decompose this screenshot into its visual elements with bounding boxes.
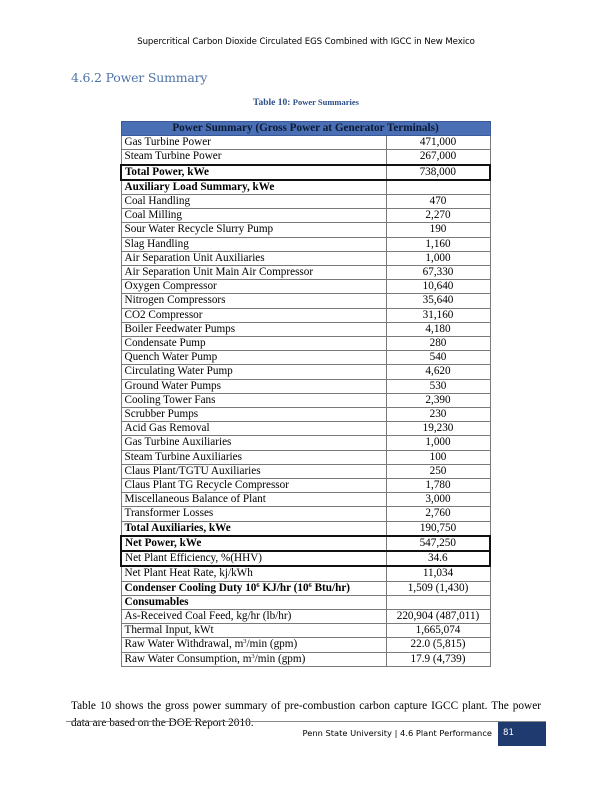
row-label: Coal Handling — [121, 195, 386, 209]
table-row — [121, 136, 490, 150]
label-part: Raw Water Withdrawal, m — [124, 638, 244, 651]
row-label: Scrubber Pumps — [121, 408, 386, 422]
superscript: 6 — [308, 581, 312, 589]
table-row — [121, 479, 490, 493]
row-label: As-Received Coal Feed, kg/hr (lb/hr) — [121, 609, 386, 623]
row-label: Net Power, kWe — [121, 536, 386, 551]
page-number: 81 — [498, 722, 546, 746]
row-value: 230 — [386, 408, 490, 422]
row-value: 190,750 — [386, 521, 490, 536]
row-label: Gas Turbine Auxiliaries — [121, 436, 386, 450]
row-label: Condensate Pump — [121, 337, 386, 351]
body-paragraph: Table 10 shows the gross power summary of pre-combustion carbon capture IGCC plant. The power data are based on the DOE Report 2010. — [71, 700, 541, 730]
row-value: 738,000 — [386, 165, 490, 180]
row-value: 2,760 — [386, 507, 490, 521]
table-row — [121, 237, 490, 251]
row-label: Air Separation Unit Main Air Compressor — [121, 266, 386, 280]
table-row — [121, 422, 490, 436]
row-value: 22.0 (5,815) — [386, 638, 490, 652]
label-part: /min (gpm) — [246, 638, 298, 651]
table-row — [121, 507, 490, 521]
table-row — [121, 280, 490, 294]
row-value: 530 — [386, 379, 490, 393]
table-row-net-power — [121, 536, 490, 551]
row-value: 540 — [386, 351, 490, 365]
row-label: Miscellaneous Balance of Plant — [121, 493, 386, 507]
row-value: 1,780 — [386, 479, 490, 493]
table-header-row — [121, 122, 490, 136]
table-row — [121, 624, 490, 638]
row-label: Consumables — [121, 595, 386, 609]
row-label: Total Auxiliaries, kWe — [121, 521, 386, 536]
row-label: Circulating Water Pump — [121, 365, 386, 379]
table-row — [121, 150, 490, 165]
table-row — [121, 408, 490, 422]
table-row — [121, 351, 490, 365]
row-value: 1,000 — [386, 251, 490, 265]
label-part: /min (gpm) — [254, 652, 306, 665]
row-label: Thermal Input, kWt — [121, 624, 386, 638]
table-row — [121, 322, 490, 336]
table-caption-title: Power Summaries — [292, 97, 359, 107]
row-value: 2,270 — [386, 209, 490, 223]
table-row — [121, 609, 490, 623]
table-row — [121, 638, 490, 652]
row-value: 1,509 (1,430) — [386, 581, 490, 595]
table-row — [121, 266, 490, 280]
table-row-section-consumables — [121, 595, 490, 609]
row-value: 35,640 — [386, 294, 490, 308]
running-header: Supercritical Carbon Dioxide Circulated EGS Combined with IGCC in New Mexico — [137, 37, 475, 47]
table-row — [121, 436, 490, 450]
table-row — [121, 493, 490, 507]
row-value — [386, 595, 490, 609]
label-part: Condenser Cooling Duty 10 — [124, 581, 257, 594]
row-value: 1,000 — [386, 436, 490, 450]
label-part: KJ/hr (10 — [259, 581, 309, 594]
table-row — [121, 223, 490, 237]
table-row — [121, 308, 490, 322]
table-row — [121, 566, 490, 581]
row-value: 471,000 — [386, 136, 490, 150]
row-label: Cooling Tower Fans — [121, 393, 386, 407]
superscript: 3 — [243, 638, 247, 646]
row-label: Steam Turbine Auxiliaries — [121, 450, 386, 464]
footer-divider — [66, 721, 546, 722]
power-summary-table — [120, 121, 491, 667]
row-label: Net Plant Heat Rate, kj/kWh — [121, 566, 386, 581]
table-row-total-power — [121, 165, 490, 180]
row-label: Nitrogen Compressors — [121, 294, 386, 308]
row-value: 4,620 — [386, 365, 490, 379]
power-summary-table-container — [120, 121, 489, 667]
table-row — [121, 464, 490, 478]
row-label — [121, 638, 386, 652]
row-label: CO2 Compressor — [121, 308, 386, 322]
row-value: 31,160 — [386, 308, 490, 322]
table-row — [121, 195, 490, 209]
row-value: 2,390 — [386, 393, 490, 407]
table-row-section-auxiliary — [121, 180, 490, 195]
table-row — [121, 365, 490, 379]
row-value: 1,665,074 — [386, 624, 490, 638]
row-label: Ground Water Pumps — [121, 379, 386, 393]
row-value — [386, 180, 490, 195]
table-row-total-auxiliaries — [121, 521, 490, 536]
table-row — [121, 379, 490, 393]
row-label: Gas Turbine Power — [121, 136, 386, 150]
table-row-condenser-cooling-duty — [121, 581, 490, 595]
table-caption-label: Table 10: — [253, 98, 291, 108]
row-label: Auxiliary Load Summary, kWe — [121, 180, 386, 195]
row-value: 1,160 — [386, 237, 490, 251]
row-value: 17.9 (4,739) — [386, 652, 490, 666]
table-row — [121, 209, 490, 223]
row-label: Slag Handling — [121, 237, 386, 251]
superscript: 3 — [251, 652, 255, 660]
row-value: 10,640 — [386, 280, 490, 294]
row-label: Air Separation Unit Auxiliaries — [121, 251, 386, 265]
row-value: 280 — [386, 337, 490, 351]
table-row-net-efficiency — [121, 551, 490, 566]
row-value: 220,904 (487,011) — [386, 609, 490, 623]
section-heading: 4.6.2 Power Summary — [71, 70, 208, 85]
row-value: 3,000 — [386, 493, 490, 507]
row-label: Sour Water Recycle Slurry Pump — [121, 223, 386, 237]
row-label: Oxygen Compressor — [121, 280, 386, 294]
row-label: Quench Water Pump — [121, 351, 386, 365]
row-label — [121, 581, 386, 595]
row-label: Claus Plant/TGTU Auxiliaries — [121, 464, 386, 478]
row-value: 11,034 — [386, 566, 490, 581]
row-value: 19,230 — [386, 422, 490, 436]
row-label: Acid Gas Removal — [121, 422, 386, 436]
row-label — [121, 652, 386, 666]
row-value: 250 — [386, 464, 490, 478]
row-value: 470 — [386, 195, 490, 209]
row-value: 67,330 — [386, 266, 490, 280]
label-part: Raw Water Consumption, m — [124, 652, 252, 665]
table-row — [121, 393, 490, 407]
table-caption — [0, 97, 612, 108]
row-value: 100 — [386, 450, 490, 464]
row-label: Transformer Losses — [121, 507, 386, 521]
table-row — [121, 652, 490, 666]
footer-text: Penn State University | 4.6 Plant Performance — [302, 728, 492, 738]
row-value: 190 — [386, 223, 490, 237]
table-row — [121, 450, 490, 464]
label-part: Btu/hr) — [311, 581, 351, 594]
table-row — [121, 294, 490, 308]
row-label: Boiler Feedwater Pumps — [121, 322, 386, 336]
row-value: 267,000 — [386, 150, 490, 165]
table-header-cell: Power Summary (Gross Power at Generator Terminals) — [121, 122, 490, 136]
row-label: Steam Turbine Power — [121, 150, 386, 165]
superscript: 6 — [256, 581, 260, 589]
row-value: 547,250 — [386, 536, 490, 551]
row-label: Coal Milling — [121, 209, 386, 223]
row-label: Claus Plant TG Recycle Compressor — [121, 479, 386, 493]
row-value: 4,180 — [386, 322, 490, 336]
row-value: 34.6 — [386, 551, 490, 566]
row-label: Total Power, kWe — [121, 165, 386, 180]
row-label: Net Plant Efficiency, %(HHV) — [121, 551, 386, 566]
table-row — [121, 337, 490, 351]
table-row — [121, 251, 490, 265]
